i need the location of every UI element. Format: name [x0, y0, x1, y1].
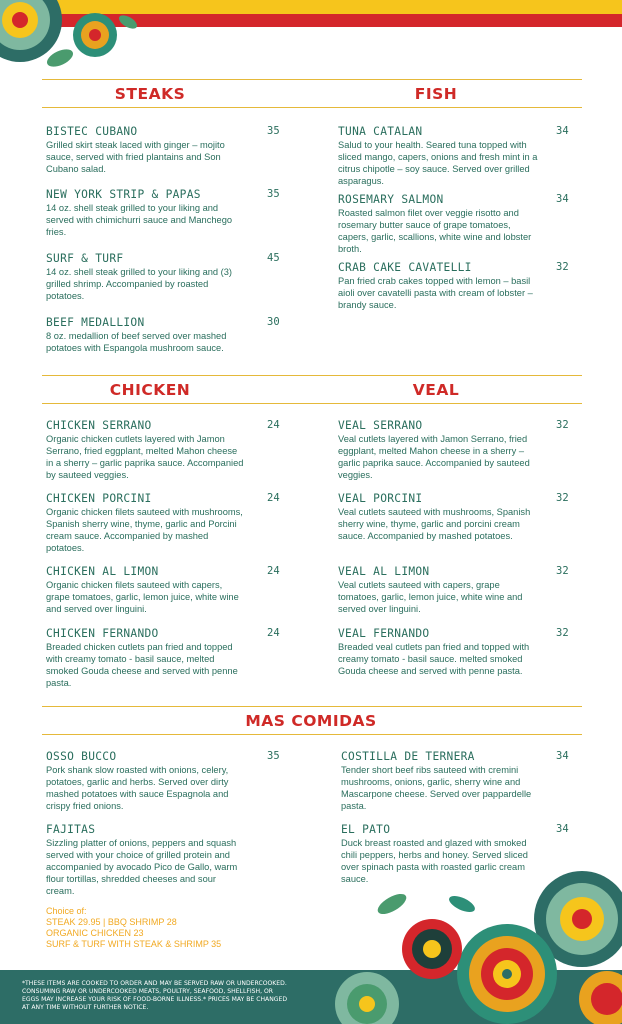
item-description: Breaded chicken cutlets pan fried and topped with creamy tomato - basil sauce, melted smoked Gouda cheese and served with penne pasta. — [46, 642, 238, 688]
item-description: Grilled skirt steak laced with ginger – mojito sauce, served with fried plantains and Son Cubano salad. — [46, 140, 225, 174]
item-description: Organic chicken cutlets layered with Jamon Serrano, fried eggplant, melted Mahon cheese in a sherry – garlic paprika sauce. Accompanied by sauteed veggies. — [46, 434, 244, 480]
item-description: Organic chicken filets sauteed with mushrooms, Spanish sherry wine, thyme, garlic and Porcini cream sauce. Accompanied by mashed potatoes. — [46, 507, 243, 553]
item-name: CHICKEN PORCINI — [46, 492, 152, 505]
item-name: FAJITAS — [46, 823, 96, 836]
item-name: NEW YORK STRIP & PAPAS — [46, 188, 201, 201]
menu-item-chicken-al-limon — [46, 565, 246, 615]
item-description: 14 oz. shell steak grilled to your liking and served with chimichurri sauce and Manchego fries. — [46, 203, 233, 237]
item-price: 34 — [556, 823, 569, 835]
menu-item-tuna-catalan — [338, 125, 538, 187]
item-name: VEAL FERNANDO — [338, 627, 430, 640]
menu-item-osso-bucco — [46, 750, 246, 812]
item-name: CRAB CAKE CAVATELLI — [338, 261, 472, 274]
floral-ornament-top-left — [0, 0, 150, 80]
item-price: 30 — [267, 316, 280, 328]
item-description: Duck breast roasted and glazed with smoked chili peppers, herbs and honey. Served sliced over spinach pasta with roasted garlic cream sauce. — [341, 838, 528, 884]
item-description: Sizzling platter of onions, peppers and squash served with your choice of grilled protein and accompanied by avocado Pico de Gallo, warm flour tortillas, shredded cheeses and sour cream. — [46, 838, 238, 896]
item-price: 34 — [556, 750, 569, 762]
choice-heading: Choice of: — [46, 906, 87, 916]
menu-item-rosemary-salmon — [338, 193, 538, 255]
chicken-veal-top-rule — [42, 375, 582, 376]
steaks-fish-top-rule — [42, 79, 582, 80]
item-name: VEAL PORCINI — [338, 492, 423, 505]
mas-comidas-bottom-rule — [42, 734, 582, 735]
item-price: 35 — [267, 188, 280, 200]
item-price: 45 — [267, 252, 280, 264]
menu-item-costilla-de-ternera — [341, 750, 541, 812]
item-name: CHICKEN AL LIMON — [46, 565, 159, 578]
item-description: Breaded veal cutlets pan fried and topped with creamy tomato - basil sauce. melted smoked Gouda cheese and served with penne pasta. — [338, 642, 530, 676]
item-name: BISTEC CUBANO — [46, 125, 138, 138]
item-price: 32 — [556, 419, 569, 431]
item-name: VEAL AL LIMON — [338, 565, 430, 578]
menu-item-chicken-fernando — [46, 627, 246, 689]
item-price: 32 — [556, 627, 569, 639]
steaks-fish-bottom-rule — [42, 107, 582, 108]
item-price: 34 — [556, 125, 569, 137]
item-price: 24 — [267, 565, 280, 577]
item-description: Organic chicken filets sauteed with capers, grape tomatoes, garlic, lemon juice, white wine and served over linguini. — [46, 580, 239, 614]
choice-line: STEAK 29.95 | BBQ SHRIMP 28 — [46, 917, 177, 927]
mas-comidas-top-rule — [42, 706, 582, 707]
item-name: OSSO BUCCO — [46, 750, 117, 763]
item-price: 24 — [267, 419, 280, 431]
menu-item-beef-medallion — [46, 316, 246, 354]
item-price: 32 — [556, 492, 569, 504]
item-description: 14 oz. shell steak grilled to your liking and (3) grilled shrimp. Accompanied by roasted potatoes. — [46, 267, 233, 301]
item-price: 32 — [556, 565, 569, 577]
item-name: CHICKEN SERRANO — [46, 419, 152, 432]
item-description: Pork shank slow roasted with onions, celery, potatoes, garlic and herbs. Served over dirty mashed potatoes with sauce Espagnola and crispy fried onions. — [46, 765, 229, 811]
item-description: 8 oz. medallion of beef served over mashed potatoes with Espangola mushroom sauce. — [46, 331, 227, 353]
menu-item-surf-turf — [46, 252, 246, 302]
item-price: 32 — [556, 261, 569, 273]
menu-item-veal-serrano — [338, 419, 538, 481]
menu-item-chicken-porcini — [46, 492, 246, 554]
veal-title: VEAL — [412, 381, 460, 399]
steaks-title: STEAKS — [114, 85, 186, 103]
choice-line: SURF & TURF WITH STEAK & SHRIMP 35 — [46, 939, 222, 949]
floral-ornament-bottom-right — [292, 864, 622, 1024]
menu-item-new-york-strip — [46, 188, 246, 238]
item-name: CHICKEN FERNANDO — [46, 627, 159, 640]
fish-title: FISH — [414, 85, 458, 103]
menu-item-veal-fernando — [338, 627, 538, 677]
item-price: 34 — [556, 193, 569, 205]
chicken-veal-bottom-rule — [42, 403, 582, 404]
fajitas-choices — [46, 906, 221, 950]
item-description: Tender short beef ribs sauteed with cremini mushrooms, onions, garlic, sherry wine and Mascarpone cheese. Served over pappardelle pasta. — [341, 765, 532, 811]
item-description: Veal cutlets layered with Jamon Serrano, fried eggplant, melted Mahon cheese in a sherry – garlic paprika sauce. Accompanied by sauteed veggies. — [338, 434, 530, 480]
choice-line: ORGANIC CHICKEN 23 — [46, 928, 144, 938]
item-price: 24 — [267, 627, 280, 639]
item-name: BEEF MEDALLION — [46, 316, 145, 329]
item-description: Pan fried crab cakes topped with lemon – basil aioli over cavatelli pasta with cream of lobster – brandy sauce. — [338, 276, 533, 310]
item-description: Veal cutlets sauteed with mushrooms, Spanish sherry wine, thyme, garlic and porcini cream sauce. Accompanied by mashed potatoes. — [338, 507, 531, 541]
item-name: VEAL SERRANO — [338, 419, 423, 432]
chicken-title: CHICKEN — [109, 381, 191, 399]
menu-item-veal-porcini — [338, 492, 538, 542]
menu-item-veal-al-limon — [338, 565, 538, 615]
mas-comidas-title: MAS COMIDAS — [245, 712, 377, 730]
item-name: TUNA CATALAN — [338, 125, 423, 138]
item-name: COSTILLA DE TERNERA — [341, 750, 475, 763]
footer-disclaimer: *THESE ITEMS ARE COOKED TO ORDER AND MAY BE SERVED RAW OR UNDERCOOKED. CONSUMING RAW OR UNDERCOOKED MEATS, POULTRY, SEAFOOD, SHELLFISH, OR EGGS MAY INCREASE YOUR RISK OF FOOD-BORNE ILLNESS.* PRICES MAY BE CHANGED AT ANY TIME WITHOUT FURTHER NOTICE. — [22, 980, 288, 1011]
item-name: ROSEMARY SALMON — [338, 193, 444, 206]
item-price: 24 — [267, 492, 280, 504]
item-description: Veal cutlets sauteed with capers, grape tomatoes, garlic, lemon juice, white wine and served over linguini. — [338, 580, 523, 614]
item-name: SURF & TURF — [46, 252, 124, 265]
item-description: Salud to your health. Seared tuna topped with sliced mango, capers, onions and fresh mint in a citrus chipotle – soy sauce. Served over grilled asparagus. — [338, 140, 538, 186]
menu-item-crab-cake-cavatelli — [338, 261, 538, 311]
menu-item-chicken-serrano — [46, 419, 246, 481]
menu-item-fajitas — [46, 823, 246, 897]
item-name: EL PATO — [341, 823, 391, 836]
item-price: 35 — [267, 125, 280, 137]
item-price: 35 — [267, 750, 280, 762]
menu-item-bistec-cubano — [46, 125, 246, 175]
item-description: Roasted salmon filet over veggie risotto and rosemary butter sauce of grape tomatoes, capers, garlic, scallions, white wine and lobster broth. — [338, 208, 532, 254]
